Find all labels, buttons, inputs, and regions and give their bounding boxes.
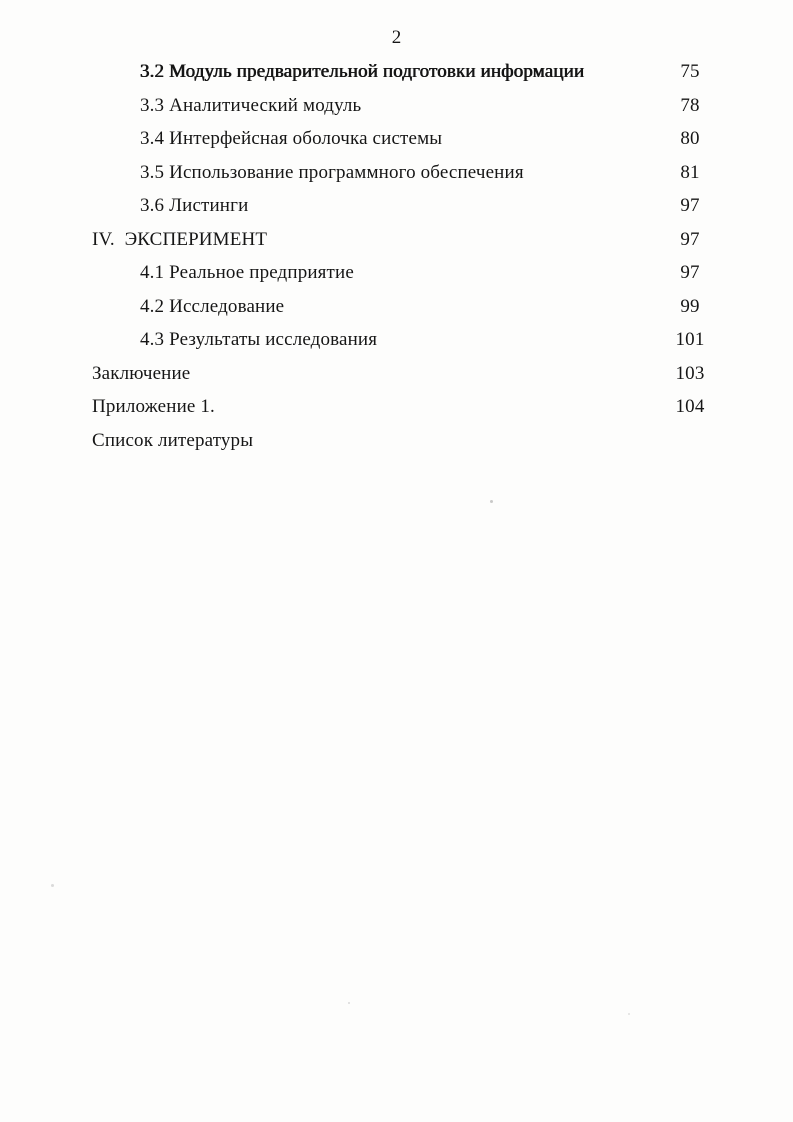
toc-entry-page: 101 (675, 329, 705, 350)
toc-entry-page: 103 (675, 362, 705, 384)
toc-entry-page: 81 (680, 161, 700, 183)
toc-entry (0, 55, 793, 89)
toc-entry-title: IV. ЭКСПЕРИМЕНТ (92, 228, 268, 250)
toc-entry (0, 323, 793, 357)
toc-entry-page: 104 (675, 396, 705, 417)
toc-entry (0, 424, 793, 458)
toc-entry (0, 189, 793, 223)
toc-entry-title: 4.2 Исследование (140, 295, 285, 317)
toc-entry-page: 80 (680, 128, 700, 149)
toc-entry (0, 256, 793, 290)
toc-entry-title: Заключение (92, 362, 191, 384)
toc-entry-page: 75 (680, 61, 700, 82)
scan-speck (348, 1002, 350, 1004)
table-of-contents (0, 55, 793, 457)
toc-entry-title: Приложение 1. (92, 396, 215, 417)
toc-entry-title: 4.1 Реальное предприятие (140, 262, 354, 283)
toc-entry-page: 97 (680, 195, 700, 216)
toc-entry (0, 89, 793, 123)
toc-entry (0, 390, 793, 424)
scan-speck (51, 884, 54, 887)
toc-entry (0, 156, 793, 190)
toc-entry-title: 3.2 Модуль предварительной подготовки информации (140, 61, 585, 82)
toc-entry-title: 3.6 Листинги (140, 195, 249, 216)
toc-entry (0, 122, 793, 156)
toc-entry-page: 97 (680, 228, 700, 250)
toc-entry-title: 4.3 Результаты исследования (140, 329, 378, 350)
toc-entry-page: 97 (680, 262, 700, 283)
scan-speck (490, 500, 493, 503)
toc-entry-title: Список литературы (92, 429, 254, 451)
scan-speck (628, 1013, 630, 1015)
toc-entry-page: 78 (680, 94, 700, 116)
toc-entry-page: 99 (680, 295, 700, 317)
toc-entry-title: 3.5 Использование программного обеспечения (140, 161, 524, 183)
toc-entry-title: 3.4 Интерфейсная оболочка системы (140, 128, 443, 149)
toc-entry (0, 357, 793, 391)
page-number: 2 (391, 27, 402, 48)
toc-entry (0, 290, 793, 324)
toc-entry (0, 223, 793, 257)
toc-entry-title: 3.3 Аналитический модуль (140, 94, 362, 116)
